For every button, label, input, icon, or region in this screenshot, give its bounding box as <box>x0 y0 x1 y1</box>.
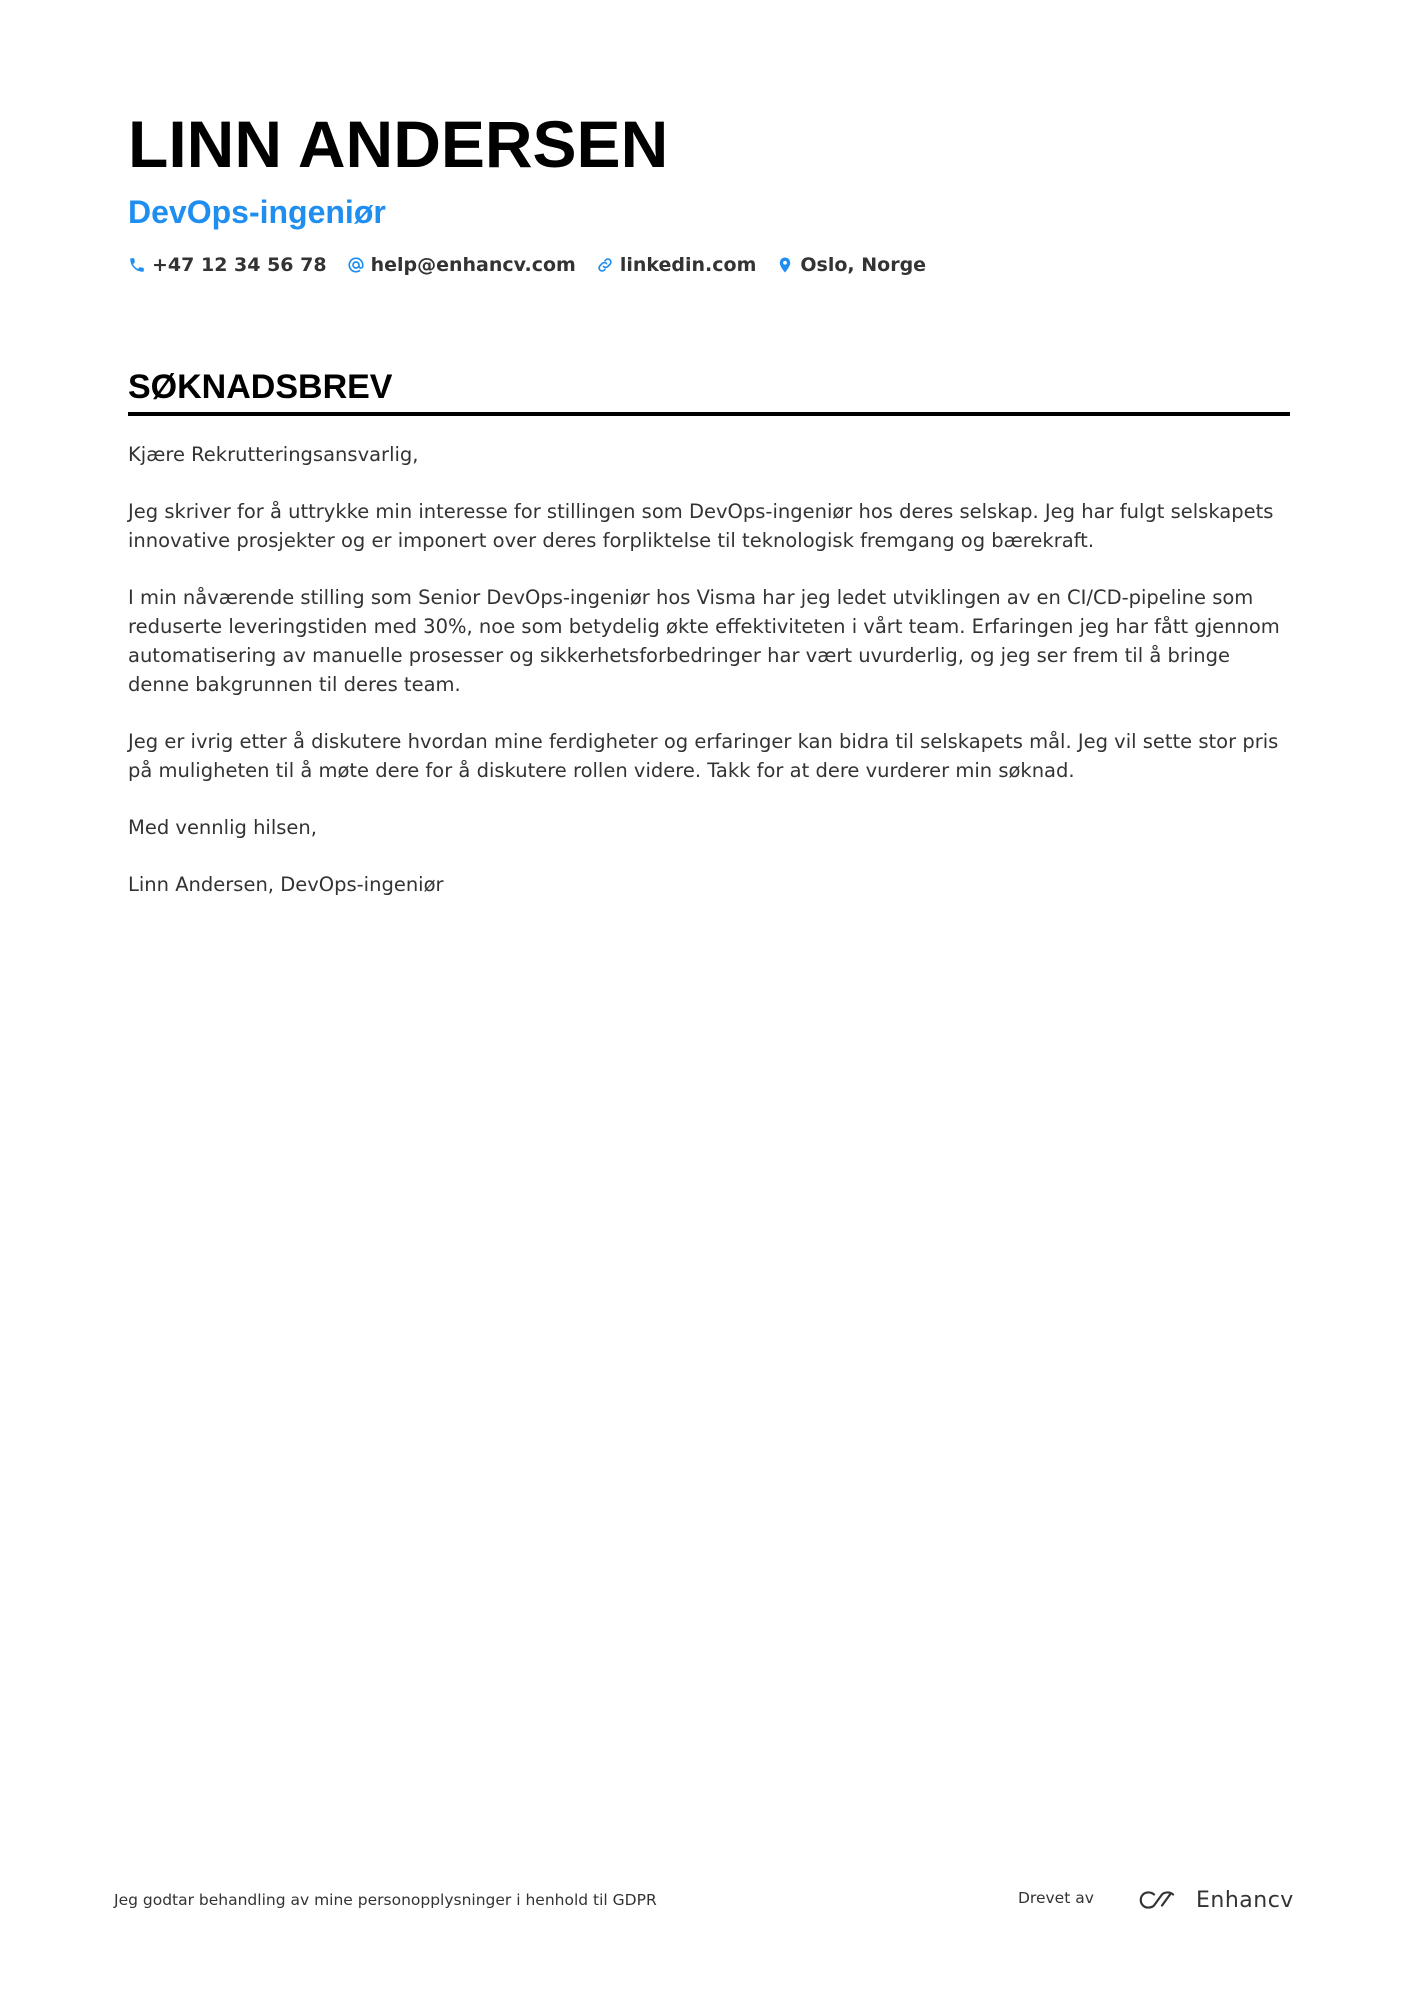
powered-by-label: Drevet av <box>1018 1889 1094 1907</box>
header <box>128 104 1290 276</box>
linkedin-url: linkedin.com <box>619 254 757 276</box>
cover-letter-section <box>128 366 1290 927</box>
applicant-title: DevOps-ingeniør <box>128 194 386 230</box>
contact-linkedin <box>596 254 757 276</box>
email-address: help@enhancv.com <box>370 254 576 276</box>
section-title: SØKNADSBREV <box>128 366 1290 416</box>
link-icon <box>596 256 614 274</box>
phone-number: +47 12 34 56 78 <box>152 254 327 276</box>
contact-bar <box>128 254 1290 276</box>
letter-paragraph: Jeg er ivrig etter å diskutere hvordan mine ferdigheter og erfaringer kan bidra til selskapets mål. Jeg vil sette stor pris på muligheten til å møte dere for å diskutere rollen videre. Takk for at dere vurderer min søknad. <box>128 730 1279 782</box>
letter-greeting: Kjære Rekrutteringsansvarlig, <box>128 443 419 466</box>
location-text: Oslo, Norge <box>800 254 927 276</box>
enhancv-logo-icon <box>1138 1888 1184 1912</box>
letter-signature: Linn Andersen, DevOps-ingeniør <box>128 873 444 896</box>
enhancv-brand[interactable] <box>1138 1884 1294 1916</box>
letter-closing: Med vennlig hilsen, <box>128 816 317 839</box>
gdpr-consent-text: Jeg godtar behandling av mine personopplysninger i henhold til GDPR <box>114 1891 657 1909</box>
letter-body <box>128 440 1290 899</box>
contact-location <box>776 254 926 276</box>
footer <box>114 1887 1294 1918</box>
letter-paragraph: Jeg skriver for å uttrykke min interesse for stillingen som DevOps-ingeniør hos deres selskap. Jeg har fulgt selskapets innovative prosjekter og er imponert over deres forpliktelse til teknologisk fremgang og bærekraft. <box>128 500 1274 552</box>
location-pin-icon <box>776 256 794 274</box>
brand-name: Enhancv <box>1196 1887 1294 1913</box>
phone-icon <box>128 256 146 274</box>
letter-paragraph: I min nåværende stilling som Senior DevOps-ingeniør hos Visma har jeg ledet utviklingen av en CI/CD-pipeline som reduserte leveringstiden med 30%, noe som betydelig økte effektiviteten i vårt team. Erfaringen jeg har fått gjennom automatisering av manuelle prosesser og sikkerhetsforbedringer har vært uvurderlig, og jeg ser frem til å bringe denne bakgrunnen til deres team. <box>128 586 1280 696</box>
applicant-name: LINN ANDERSEN <box>128 107 669 181</box>
contact-email <box>347 254 576 276</box>
at-icon <box>347 256 365 274</box>
contact-phone <box>128 254 327 276</box>
